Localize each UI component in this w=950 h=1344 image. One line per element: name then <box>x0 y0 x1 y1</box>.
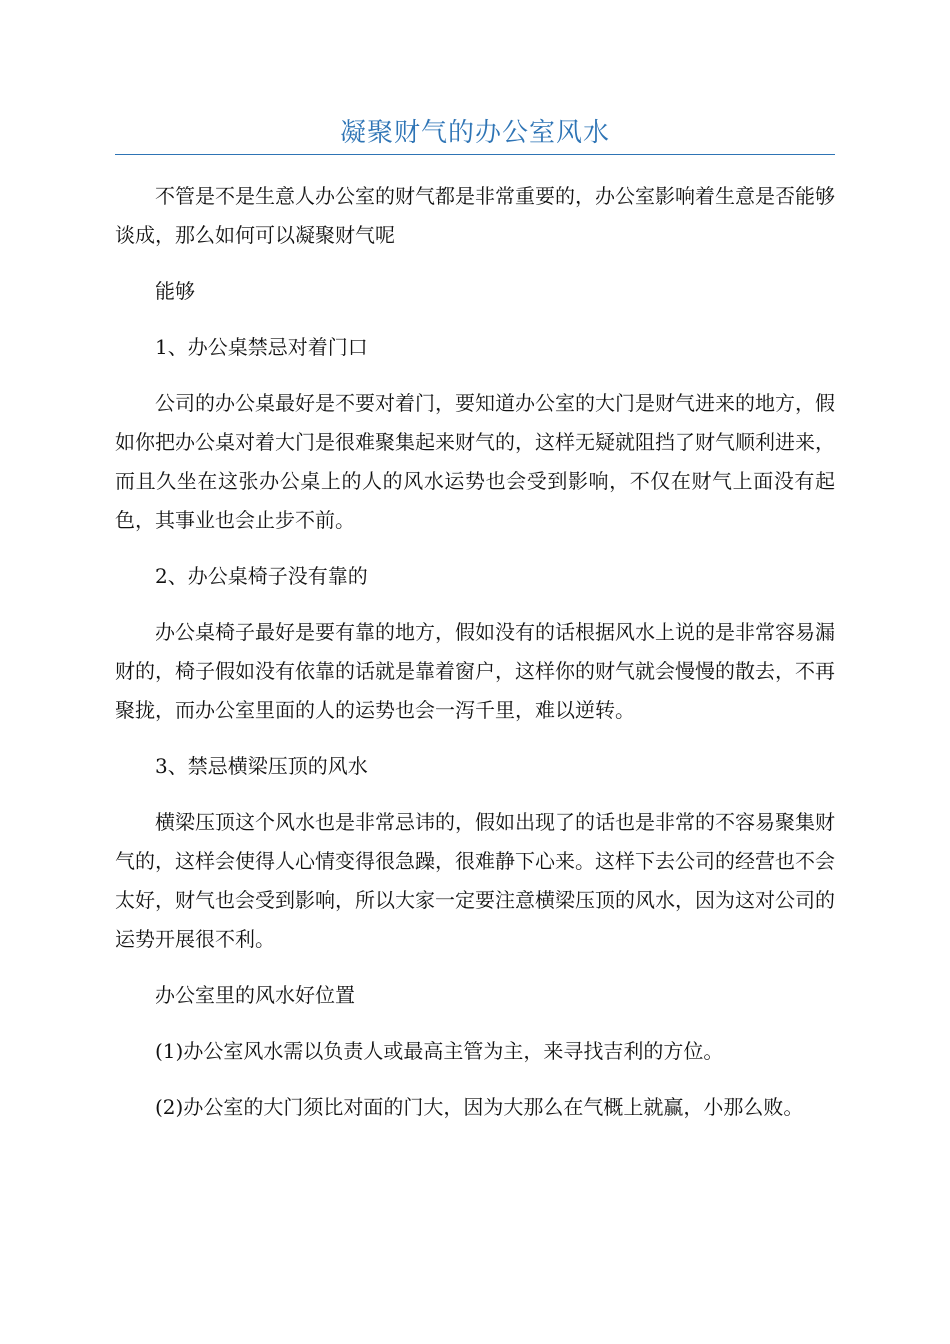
paragraph-1: 公司的办公桌最好是不要对着门，要知道办公室的大门是财气进来的地方，假如你把办公桌对着大门是很难聚集起来财气的，这样无疑就阻挡了财气顺利进来，而且久坐在这张办公桌上的人的风水运势也会受到影响，不仅在财气上面没有起色，其事业也会止步不前。 <box>115 391 835 532</box>
paragraph-neng-gou: 能够 <box>155 279 195 303</box>
heading-1: 1、办公桌禁忌对着门口 <box>155 335 368 359</box>
paragraph-3: 横梁压顶这个风水也是非常忌讳的，假如出现了的话也是非常的不容易聚集财气的，这样会使得人心情变得很急躁，很难静下心来。这样下去公司的经营也不会太好，财气也会受到影响，所以大家一定要注意横梁压顶的风水，因为这对公司的运势开展很不利。 <box>115 810 835 951</box>
list-item-1: (1)办公室风水需以负责人或最高主管为主，来寻找吉利的方位。 <box>155 1039 724 1063</box>
list-item-2: (2)办公室的大门须比对面的门大，因为大那么在气概上就赢，小那么败。 <box>155 1095 804 1119</box>
title-underline <box>115 154 835 155</box>
heading-2: 2、办公桌椅子没有靠的 <box>155 564 368 588</box>
paragraph-intro: 不管是不是生意人办公室的财气都是非常重要的，办公室影响着生意是否能够谈成，那么如何可以凝聚财气呢 <box>115 184 835 247</box>
document-title: 凝聚财气的办公室风水 <box>339 118 610 148</box>
document-body <box>115 177 835 1127</box>
document-page <box>115 0 835 1144</box>
heading-3: 3、禁忌横梁压顶的风水 <box>155 754 368 778</box>
heading-good-positions: 办公室里的风水好位置 <box>155 983 355 1007</box>
paragraph-2: 办公桌椅子最好是要有靠的地方，假如没有的话根据风水上说的是非常容易漏财的，椅子假如没有依靠的话就是靠着窗户，这样你的财气就会慢慢的散去，不再聚拢，而办公室里面的人的运势也会一泻千里，难以逆转。 <box>115 620 835 722</box>
